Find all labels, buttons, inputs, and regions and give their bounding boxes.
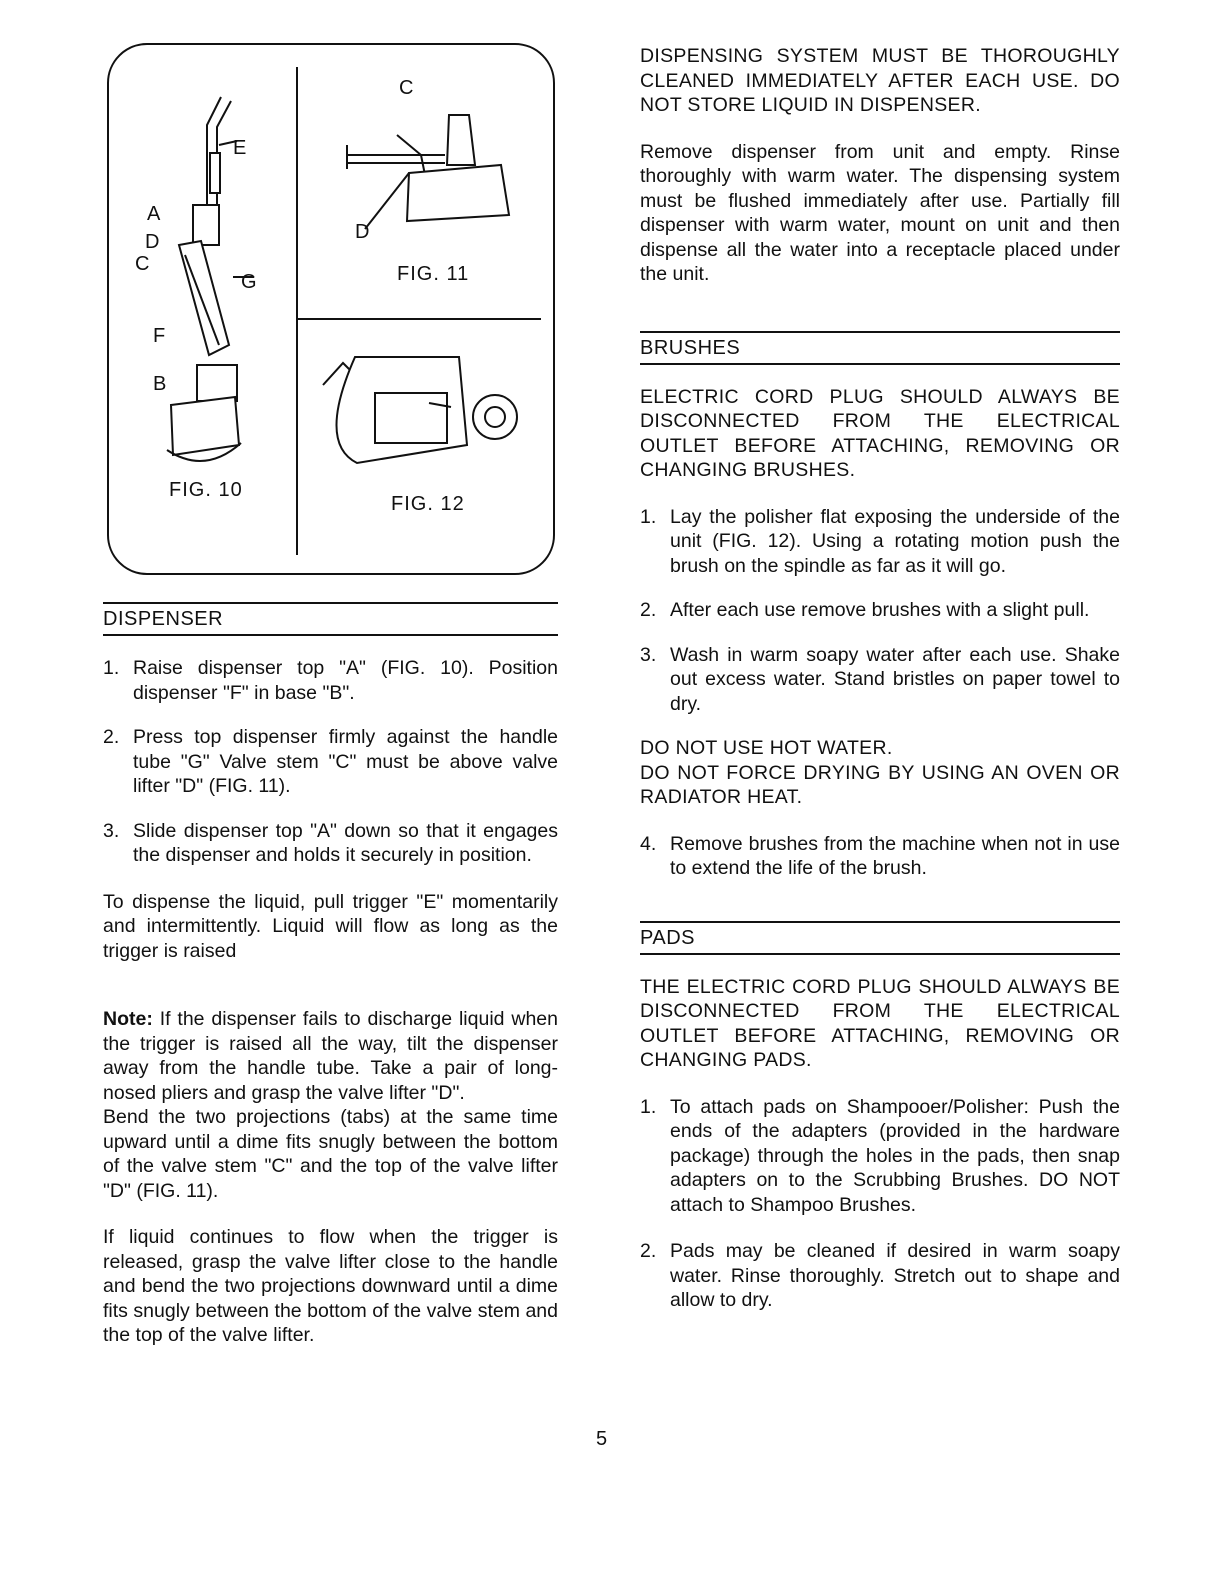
pads-warning: THE ELECTRIC CORD PLUG SHOULD ALWAYS BE DISCONNECTED FROM THE ELECTRICAL OUTLET BEFORE ATTACHING, REMOVING OR CHANGING PADS. bbox=[640, 975, 1120, 1071]
pads-heading: PADS bbox=[640, 921, 1120, 955]
step-text: After each use remove brushes with a slight pull. bbox=[670, 599, 1090, 621]
step-text: Lay the polisher flat exposing the underside of the unit (FIG. 12). Using a rotating motion push the brush on the spindle as far as it will go. bbox=[670, 505, 1120, 577]
label-d-fig11: D bbox=[355, 221, 371, 243]
brush-steps bbox=[640, 505, 1120, 717]
right-column bbox=[640, 44, 1120, 1313]
step-number: 2. bbox=[640, 1240, 657, 1262]
list-item bbox=[103, 725, 558, 799]
note-paragraph bbox=[103, 1007, 558, 1105]
step-number: 3. bbox=[640, 643, 657, 666]
step-number: 3. bbox=[103, 819, 120, 842]
page-number: 5 bbox=[596, 1428, 608, 1450]
fig10-caption: FIG. 10 bbox=[169, 479, 243, 501]
step-number: 1. bbox=[640, 1095, 657, 1118]
left-column bbox=[103, 602, 558, 1348]
brushes-heading: BRUSHES bbox=[640, 331, 1120, 365]
note-label: Note: bbox=[103, 1008, 153, 1030]
dispenser-heading: DISPENSER bbox=[103, 602, 558, 636]
figure-panel bbox=[107, 43, 555, 575]
label-e: E bbox=[233, 137, 248, 159]
list-item bbox=[103, 656, 558, 705]
list-item bbox=[640, 1095, 1120, 1218]
step-number: 4. bbox=[640, 832, 657, 855]
hot-water-warning: DO NOT USE HOT WATER. bbox=[640, 737, 893, 759]
label-d: D bbox=[145, 231, 161, 253]
fig11-caption: FIG. 11 bbox=[397, 263, 470, 285]
pad-steps bbox=[640, 1095, 1120, 1313]
fig12-caption: FIG. 12 bbox=[391, 493, 465, 515]
dispense-paragraph: To dispense the liquid, pull trigger "E" momentarily and intermittently. Liquid will flow as long as the trigger is raised bbox=[103, 890, 558, 962]
step-text: Press top dispenser firmly against the handle tube "G" Valve stem "C" must be above valve lifter "D" (FIG. 11). bbox=[133, 726, 558, 797]
label-a: A bbox=[147, 203, 162, 225]
step-text: Pads may be cleaned if desired in warm soapy water. Rinse thoroughly. Stretch out to shape and allow to dry. bbox=[670, 1240, 1120, 1311]
step-number: 1. bbox=[640, 505, 657, 528]
list-item bbox=[103, 819, 558, 868]
step-text: Wash in warm soapy water after each use. Shake out excess water. Stand bristles on paper towel to dry. bbox=[670, 643, 1120, 715]
step-number: 2. bbox=[640, 599, 657, 621]
label-b: B bbox=[153, 373, 168, 395]
step-text: Remove brushes from the machine when not in use to extend the life of the brush. bbox=[670, 832, 1120, 879]
label-c: C bbox=[135, 253, 151, 275]
brushes-warning: ELECTRIC CORD PLUG SHOULD ALWAYS BE DISCONNECTED FROM THE ELECTRICAL OUTLET BEFORE ATTACHING, REMOVING OR CHANGING BRUSHES. bbox=[640, 385, 1120, 481]
list-item bbox=[640, 505, 1120, 579]
step-number: 2. bbox=[103, 726, 120, 748]
dispenser-steps bbox=[103, 656, 558, 868]
remove-paragraph: Remove dispenser from unit and empty. Rinse thoroughly with warm water. The dispensing system must be flushed immediately after use. Partially fill dispenser with warm water, mount on unit and then dispense all the water into a receptacle placed under the unit. bbox=[640, 140, 1120, 285]
force-dry-warning: DO NOT FORCE DRYING BY USING AN OVEN OR RADIATOR HEAT. bbox=[640, 761, 1120, 808]
list-item bbox=[640, 598, 1120, 623]
note-text: If the dispenser fails to discharge liquid when the trigger is raised all the way, tilt the dispenser away from the handle tube. Take a pair of long-nosed pliers and grasp the valve lifter "D". bbox=[103, 1008, 558, 1104]
list-item bbox=[640, 832, 1120, 881]
label-c-fig11: C bbox=[399, 77, 415, 99]
list-item bbox=[640, 1239, 1120, 1313]
fig11-valve-drawing bbox=[347, 115, 509, 229]
step-number: 1. bbox=[103, 657, 120, 679]
flow-paragraph: If liquid continues to flow when the trigger is released, grasp the valve lifter close to the handle and bend the two projections downward until a dime fits snugly between the bottom of the valve stem and the top of the valve lifter. bbox=[103, 1226, 558, 1346]
list-item bbox=[640, 643, 1120, 717]
bend-paragraph: Bend the two projections (tabs) at the same time upward until a dime fits snugly between the bottom of the valve stem "C" and the top of the valve lifter "D" (FIG. 11). bbox=[103, 1106, 558, 1202]
step-text: Slide dispenser top "A" down so that it engages the dispenser and holds it securely in position. bbox=[133, 819, 558, 866]
cleaning-warning: DISPENSING SYSTEM MUST BE THOROUGHLY CLEANED IMMEDIATELY AFTER EACH USE. DO NOT STORE LIQUID IN DISPENSER. bbox=[640, 45, 1120, 116]
fig12-brush-drawing bbox=[323, 357, 517, 463]
step-text: To attach pads on Shampooer/Polisher: Push the ends of the adapters (provided in the hardware package) through the holes in the pads, then snap adapters on to the Scrubbing Brushes. DO NOT attach to Shampoo Brushes. bbox=[670, 1095, 1120, 1216]
label-g: G bbox=[241, 271, 258, 293]
step-text: Raise dispenser top "A" (FIG. 10). Position dispenser "F" in base "B". bbox=[133, 657, 558, 704]
label-f: F bbox=[153, 325, 167, 347]
